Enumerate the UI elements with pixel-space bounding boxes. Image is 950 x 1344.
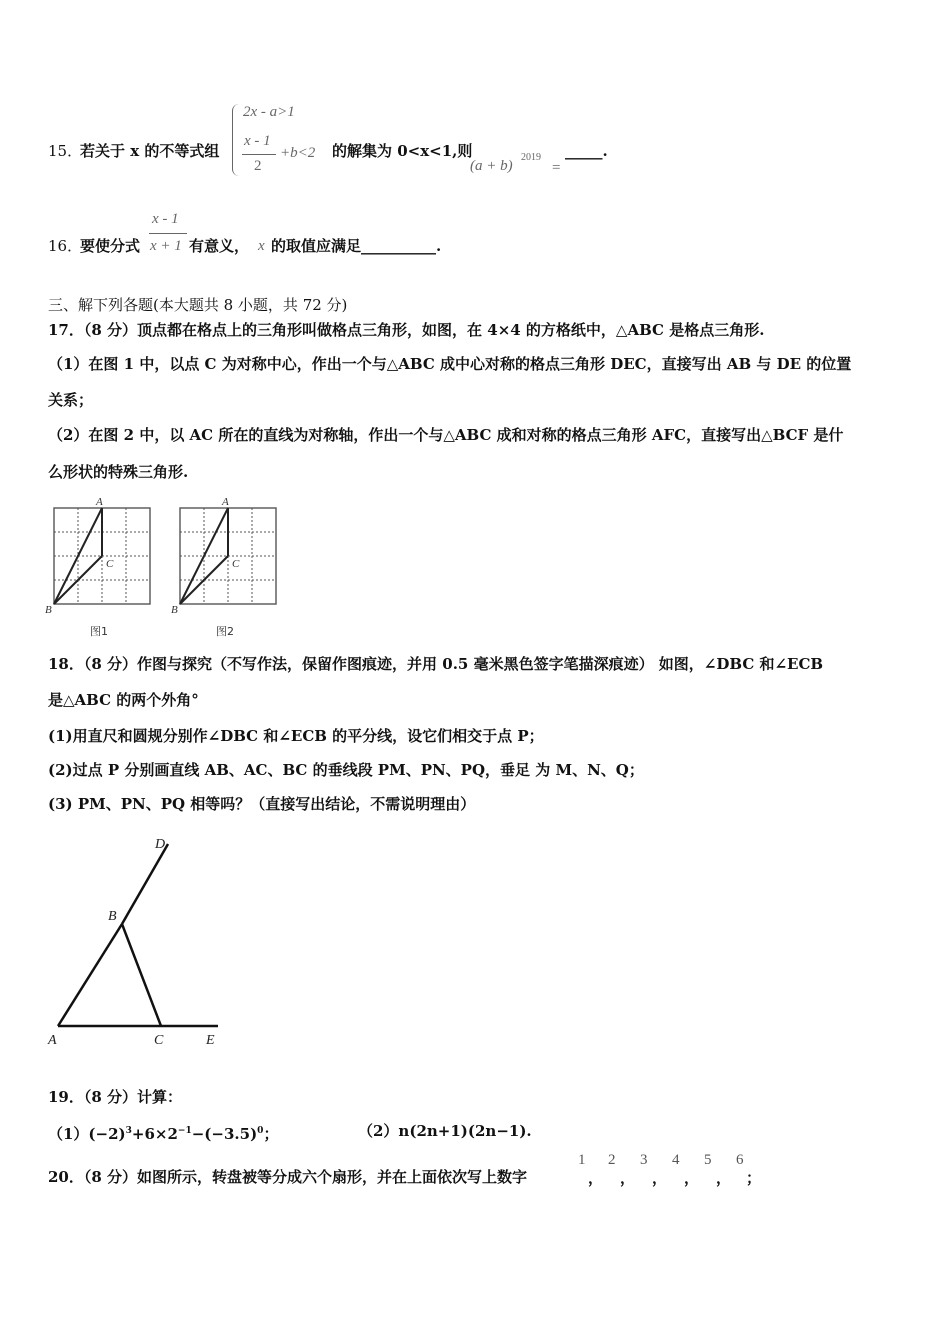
- q16-text: 要使分式: [80, 237, 141, 255]
- q19-p1-mid: +6×2: [131, 1125, 178, 1143]
- q15-exponent: 2019: [521, 152, 541, 163]
- q19-line1: 19．（8 分）计算：: [48, 1088, 183, 1106]
- figure-2-grid: [168, 493, 283, 643]
- q20-sep: ，: [620, 1171, 636, 1187]
- q19-p1-mid2: −(−3.5): [191, 1125, 258, 1143]
- q15-ineq2-rest: +b<2: [280, 145, 316, 161]
- q19-part1: [48, 1121, 278, 1144]
- fig2-caption: 图2: [216, 625, 234, 638]
- q18-line5: (3) PM、PN、PQ 相等吗？（直接写出结论，不需说明理由）: [48, 795, 476, 813]
- q18-line1: 18．（8 分）作图与探究（不写作法，保留作图痕迹，并用 0.5 毫米黑色签字笔描深痕迹） 如图，∠DBC 和∠ECB: [48, 655, 824, 673]
- q20-num-4: 4: [672, 1152, 680, 1168]
- q16-mid: 有意义，: [189, 237, 250, 255]
- fig2-label-c: C: [232, 558, 240, 570]
- q15-expr: (a + b): [470, 158, 513, 174]
- q19-p1-pre: （1）(−2): [48, 1125, 126, 1143]
- figure-1-grid: [42, 493, 157, 643]
- q20-num-3: 3: [640, 1152, 648, 1168]
- q20-end: ；: [746, 1171, 762, 1187]
- q15-ineq2-num: x - 1: [244, 133, 271, 149]
- q20-sep: ，: [684, 1171, 700, 1187]
- q17-line5: 么形状的特殊三角形.: [48, 463, 189, 481]
- q19-p1-exp1: 3: [125, 1126, 132, 1136]
- q15-text: 若关于 x 的不等式组: [80, 142, 220, 160]
- q20-sep: ，: [588, 1171, 604, 1187]
- q15-mid: 的解集为 0<x<1,则: [332, 142, 473, 160]
- fig2-label-b: B: [171, 604, 178, 616]
- brace: [232, 104, 239, 176]
- q20-num-6: 6: [736, 1152, 744, 1168]
- q15-ineq2-den: 2: [254, 158, 262, 174]
- fig1-label-b: B: [45, 604, 52, 616]
- q20-sep: ，: [652, 1171, 668, 1187]
- q17-line2: （1）在图 1 中，以点 C 为对称中心，作出一个与△ABC 成中心对称的格点三角形 DEC，直接写出 AB 与 DE 的位置: [48, 355, 852, 373]
- q18-line3: (1)用直尺和圆规分别作∠DBC 和∠ECB 的平分线，设它们相交于点 P；: [48, 727, 544, 745]
- q18-line4: (2)过点 P 分别画直线 AB、AC、BC 的垂线段 PM、PN、PQ，垂足 为 M、N、Q；: [48, 761, 644, 779]
- q16-post: 的取值应满足__________.: [271, 237, 442, 255]
- fig1-label-a: A: [96, 496, 103, 508]
- fraction-bar: [242, 154, 276, 155]
- q15-blank: _____.: [565, 142, 608, 160]
- q15-ineq1: 2x - a>1: [243, 104, 295, 120]
- q20-sep: ，: [716, 1171, 732, 1187]
- q16-frac-den: x + 1: [150, 238, 182, 254]
- fraction-bar: [149, 233, 187, 234]
- q17-line4: （2）在图 2 中，以 AC 所在的直线为对称轴，作出一个与△ABC 成和对称的格点三角形 AFC，直接写出△BCF 是什: [48, 426, 844, 444]
- q20-num-1: 1: [578, 1152, 586, 1168]
- section-heading: 三、解下列各题(本大题共 8 小题，共 72 分): [48, 296, 348, 314]
- q18-line2: 是△ABC 的两个外角°: [48, 691, 199, 709]
- q19-p1-end: ；: [263, 1125, 279, 1143]
- fig1-label-c: C: [106, 558, 114, 570]
- q20-text: 20．（8 分）如图所示，转盘被等分成六个扇形，并在上面依次写上数字: [48, 1168, 528, 1186]
- q16-var: x: [258, 238, 265, 254]
- q19-p1-exp2: −1: [177, 1126, 192, 1136]
- q17-line1: 17．（8 分）顶点都在格点上的三角形叫做格点三角形，如图，在 4×4 的方格纸中，△ABC 是格点三角形.: [48, 321, 765, 339]
- fig18-label-a: A: [48, 1033, 57, 1048]
- q19-part2: （2）n(2n+1)(2n−1).: [358, 1122, 532, 1140]
- fig1-caption: 图1: [90, 625, 108, 638]
- q20-num-5: 5: [704, 1152, 712, 1168]
- fig18-label-d: D: [155, 837, 166, 852]
- triangle-exterior-angle-figure: [40, 830, 240, 1060]
- fig18-label-e: E: [206, 1033, 215, 1048]
- q16-frac-num: x - 1: [152, 211, 179, 227]
- q15-equals: =: [552, 160, 561, 176]
- fig18-label-b: B: [108, 909, 117, 924]
- q19-p1-exp3: 0: [257, 1126, 264, 1136]
- q16-number: 16．: [48, 237, 83, 255]
- fig2-label-a: A: [222, 496, 229, 508]
- q20-num-2: 2: [608, 1152, 616, 1168]
- q15-number: 15．: [48, 142, 83, 160]
- q17-line3: 关系；: [48, 391, 94, 409]
- fig18-label-c: C: [154, 1033, 164, 1048]
